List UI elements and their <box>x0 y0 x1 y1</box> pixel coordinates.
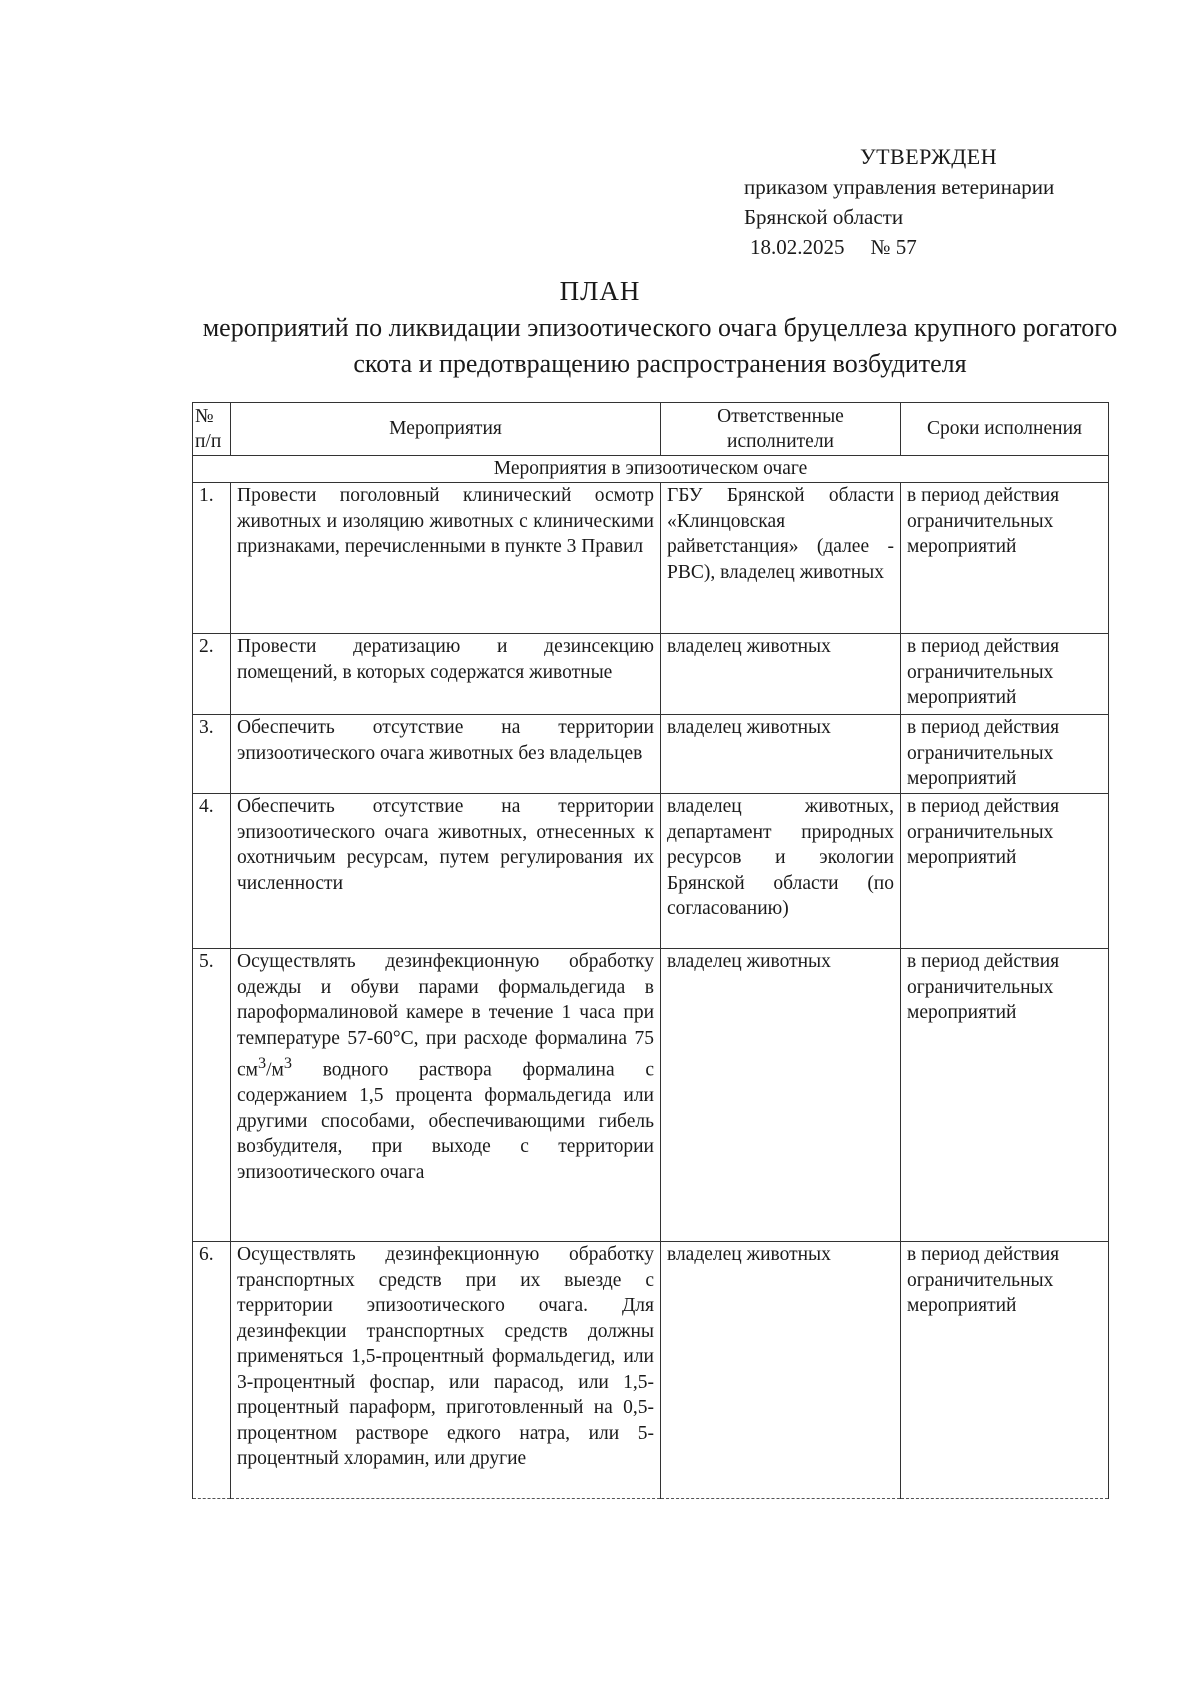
row-num: 4. <box>193 794 231 949</box>
section-row <box>193 456 1109 483</box>
row-terms: в период действия ограничительных мероприятий <box>901 634 1109 715</box>
row-num: 6. <box>193 1242 231 1499</box>
row-activity <box>231 949 661 1242</box>
row-terms: в период действия ограничительных мероприятий <box>901 483 1109 634</box>
header-responsible: Ответственные исполнители <box>661 403 901 456</box>
header-num: № п/п <box>193 403 231 456</box>
header-terms: Сроки исполнения <box>901 403 1109 456</box>
approval-order-line: приказом управления ветеринарии <box>744 175 1055 199</box>
table-row <box>193 1242 1109 1499</box>
approval-region-line: Брянской области <box>744 205 904 229</box>
row-terms: в период действия ограничительных мероприятий <box>901 1242 1109 1499</box>
row-num: 1. <box>193 483 231 634</box>
row-activity-part-1: Осуществлять дезинфекционную обработку одежды и обуви парами формальдегида в пароформалиновой камере в течение 1 часа при температуре 57-60°С, при расходе формалина 75 см <box>237 951 654 1081</box>
row-activity: Провести поголовный клинический осмотр животных и изоляцию животных с клиническими признаками, перечисленными в пункте 3 Правил <box>231 483 661 634</box>
row-activity: Обеспечить отсутствие на территории эпизоотического очага животных, отнесенных к охотничьим ресурсам, путем регулирования их численности <box>231 794 661 949</box>
plan-title: ПЛАН <box>559 276 641 306</box>
row-responsible: владелец животных <box>661 634 901 715</box>
row-responsible: владелец животных <box>661 949 901 1242</box>
row-num: 3. <box>193 715 231 794</box>
table-row <box>193 949 1109 1242</box>
header-activity: Мероприятия <box>231 403 661 456</box>
row-responsible: владелец животных <box>661 1242 901 1499</box>
approval-date-line <box>744 232 1164 262</box>
row-terms: в период действия ограничительных мероприятий <box>901 794 1109 949</box>
row-activity: Обеспечить отсутствие на территории эпизоотического очага животных без владельцев <box>231 715 661 794</box>
row-activity: Осуществлять дезинфекционную обработку транспортных средств при их выезде с территории эпизоотического очага. Для дезинфекции транспортных средств должны применяться 1,5-процентный формальдегид, или 3-процентный фоспар, или парасод, или 1,5-процентный параформ, приготовленный на 0,5-процентном растворе едкого натра, или 5-процентный хлорамин, или другие <box>231 1242 661 1499</box>
approval-date: 18.02.2025 <box>750 235 845 259</box>
approval-stamp <box>744 142 1164 262</box>
approval-number: № 57 <box>870 235 917 259</box>
row-activity-part-2: /м <box>266 1059 284 1081</box>
row-activity-part-3: водного раствора формалина с содержанием 1,5 процента формальдегида или другими способами, обеспечивающими гибель возбудителя, при выходе с территории эпизоотического очага <box>237 1059 654 1183</box>
plan-subtitle: мероприятий по ликвидации эпизоотического очага бруцеллеза крупного рогатого скота и предотвращению распространения возбудителя <box>202 313 1118 378</box>
table-row <box>193 794 1109 949</box>
table-row <box>193 483 1109 634</box>
row-terms: в период действия ограничительных мероприятий <box>901 949 1109 1242</box>
plan-table <box>192 402 1109 1499</box>
table-header-row <box>193 403 1109 456</box>
section-title: Мероприятия в эпизоотическом очаге <box>193 456 1109 483</box>
row-responsible: владелец животных, департамент природных ресурсов и экологии Брянской области (по согласованию) <box>661 794 901 949</box>
table-row <box>193 715 1109 794</box>
row-responsible: владелец животных <box>661 715 901 794</box>
row-num: 2. <box>193 634 231 715</box>
row-responsible: ГБУ Брянской области «Клинцовская райветстанция» (далее - РВС), владелец животных <box>661 483 901 634</box>
row-num: 5. <box>193 949 231 1242</box>
row-activity: Провести дератизацию и дезинсекцию помещений, в которых содержатся животные <box>231 634 661 715</box>
superscript-1: 3 <box>258 1054 267 1072</box>
superscript-2: 3 <box>283 1054 293 1072</box>
row-terms: в период действия ограничительных мероприятий <box>901 715 1109 794</box>
approval-title: УТВЕРЖДЕН <box>860 144 998 169</box>
table-row <box>193 634 1109 715</box>
